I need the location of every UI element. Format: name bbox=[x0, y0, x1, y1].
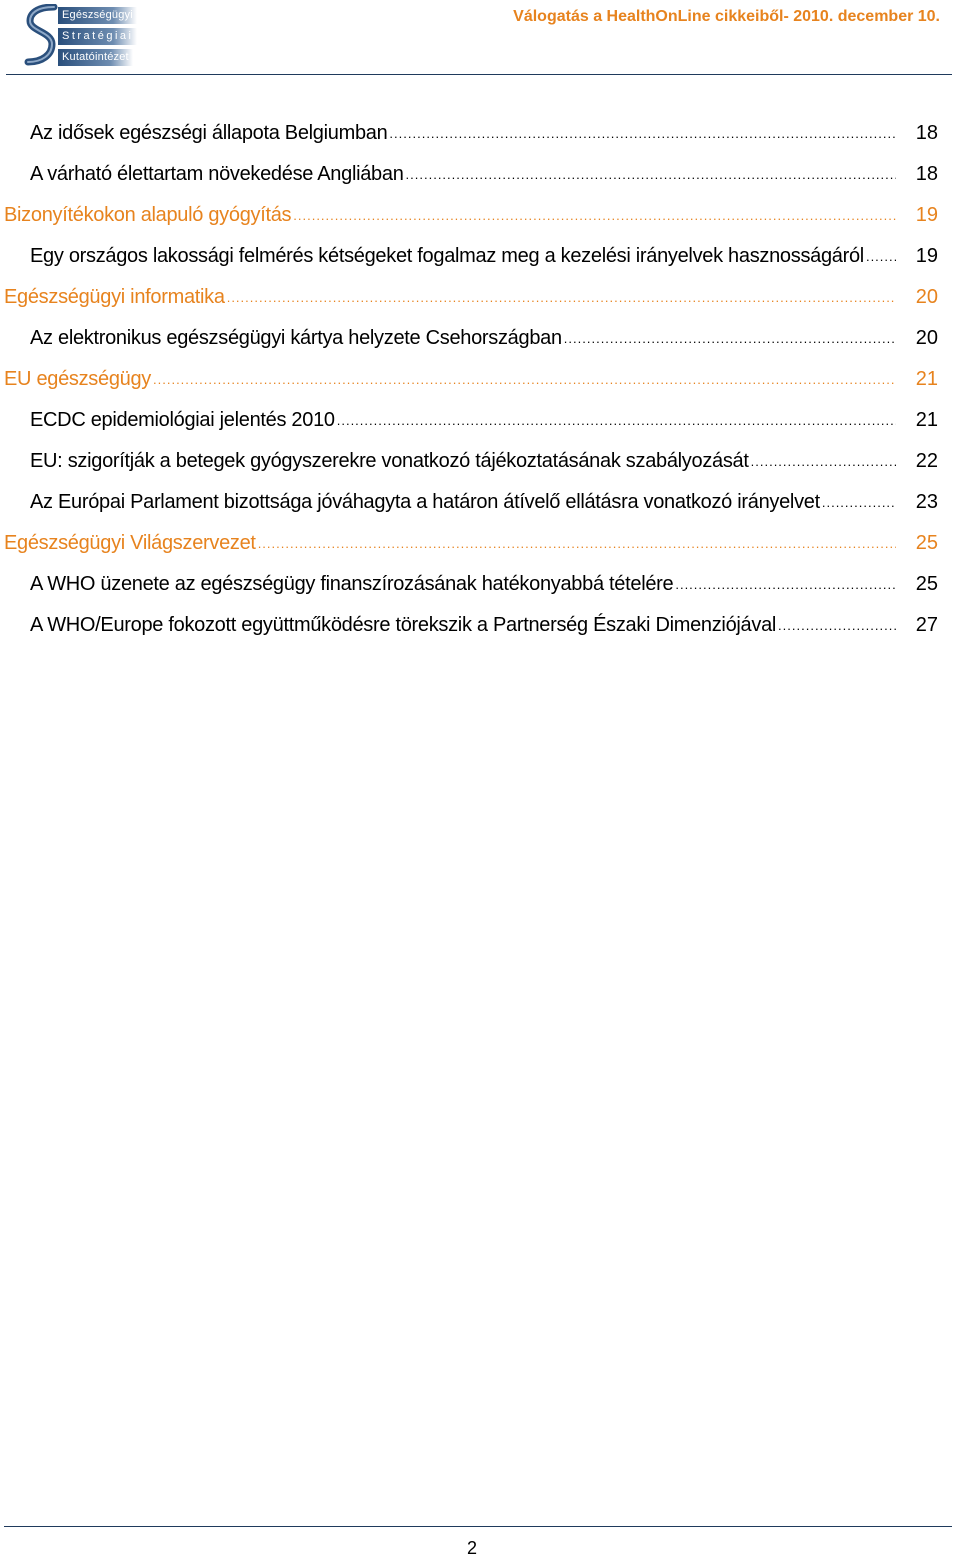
toc-section-heading[interactable] bbox=[0, 195, 960, 236]
logo-line-3: Kutatóintézet bbox=[58, 49, 133, 66]
toc-page-number: 23 bbox=[915, 491, 938, 513]
toc-entry-title: A várható élettartam növekedése Angliában bbox=[30, 163, 404, 185]
toc-entry-title: Egészségügyi informatika bbox=[4, 286, 225, 308]
toc-entry-title: Az elektronikus egészségügyi kártya helyzete Csehországban bbox=[30, 327, 562, 349]
toc-entry-title: EU egészségügy bbox=[4, 368, 152, 390]
toc-entry[interactable] bbox=[0, 318, 960, 359]
toc-entry[interactable] bbox=[0, 113, 960, 154]
toc-entry-title: Az idősek egészségi állapota Belgiumban bbox=[30, 122, 388, 144]
toc-page-number: 22 bbox=[915, 450, 938, 472]
logo-s-mark-icon bbox=[24, 4, 60, 66]
logo-line-1: Egészségügyi bbox=[58, 7, 137, 24]
toc-dot-leader bbox=[822, 482, 896, 523]
toc-section-heading[interactable] bbox=[0, 523, 960, 564]
page-header bbox=[0, 0, 960, 76]
toc-entry-title: Bizonyítékokon alapuló gyógyítás bbox=[4, 204, 292, 226]
toc-page-number: 18 bbox=[915, 122, 938, 144]
toc-page-number: 25 bbox=[915, 573, 938, 595]
institute-logo bbox=[24, 4, 136, 66]
toc-entry[interactable] bbox=[0, 605, 960, 646]
toc-entry[interactable] bbox=[0, 154, 960, 195]
toc-entry-title: Az Európai Parlament bizottsága jóváhagyta a határon átívelő ellátásra vonatkozó irányelvet bbox=[30, 491, 820, 513]
toc-entry-title: Egy országos lakossági felmérés kétségeket fogalmaz meg a kezelési irányelvek hasznosságáról bbox=[30, 245, 864, 267]
toc-entry[interactable] bbox=[0, 441, 960, 482]
page-number: 2 bbox=[466, 1538, 477, 1558]
toc-dot-leader bbox=[564, 318, 896, 359]
toc-page-number: 21 bbox=[915, 368, 938, 390]
toc-dot-leader bbox=[778, 605, 896, 646]
toc-dot-leader bbox=[293, 195, 896, 236]
toc-dot-leader bbox=[406, 154, 896, 195]
toc-dot-leader bbox=[389, 113, 896, 154]
toc-page-number: 20 bbox=[915, 286, 938, 308]
toc-page-number: 20 bbox=[915, 327, 938, 349]
toc-page-number: 21 bbox=[915, 409, 938, 431]
toc-page-number: 19 bbox=[915, 204, 938, 226]
toc-entry[interactable] bbox=[0, 564, 960, 605]
toc-section-heading[interactable] bbox=[0, 277, 960, 318]
toc-entry[interactable] bbox=[0, 400, 960, 441]
toc-page-number: 18 bbox=[915, 163, 938, 185]
toc-entry-title: ECDC epidemiológiai jelentés 2010 bbox=[30, 409, 335, 431]
toc-entry[interactable] bbox=[0, 482, 960, 523]
footer-divider bbox=[4, 1526, 952, 1527]
toc-entry-title: A WHO/Europe fokozott együttműködésre törekszik a Partnerség Északi Dimenziójával bbox=[30, 614, 777, 636]
toc-dot-leader bbox=[675, 564, 896, 605]
toc-page-number: 27 bbox=[915, 614, 938, 636]
toc-dot-leader bbox=[751, 441, 896, 482]
toc-dot-leader bbox=[866, 236, 896, 277]
toc-page-number: 19 bbox=[915, 245, 938, 267]
toc-dot-leader bbox=[227, 277, 896, 318]
toc-dot-leader bbox=[153, 359, 896, 400]
toc-dot-leader bbox=[337, 400, 896, 441]
toc-entry-title: EU: szigorítják a betegek gyógyszerekre vonatkozó tájékoztatásának szabályozását bbox=[30, 450, 749, 472]
toc-entry-title: Egészségügyi Világszervezet bbox=[4, 532, 256, 554]
toc-dot-leader bbox=[258, 523, 896, 564]
toc-entry-title: A WHO üzenete az egészségügy finanszírozásának hatékonyabbá tételére bbox=[30, 573, 674, 595]
toc-entry[interactable] bbox=[0, 236, 960, 277]
logo-line-2: Stratégiai bbox=[58, 28, 137, 45]
toc-section-heading[interactable] bbox=[0, 359, 960, 400]
table-of-contents bbox=[0, 113, 960, 646]
header-divider bbox=[6, 74, 952, 75]
header-title: Válogatás a HealthOnLine cikkeiből- 2010. december 10. bbox=[513, 8, 940, 25]
toc-page-number: 25 bbox=[915, 532, 938, 554]
